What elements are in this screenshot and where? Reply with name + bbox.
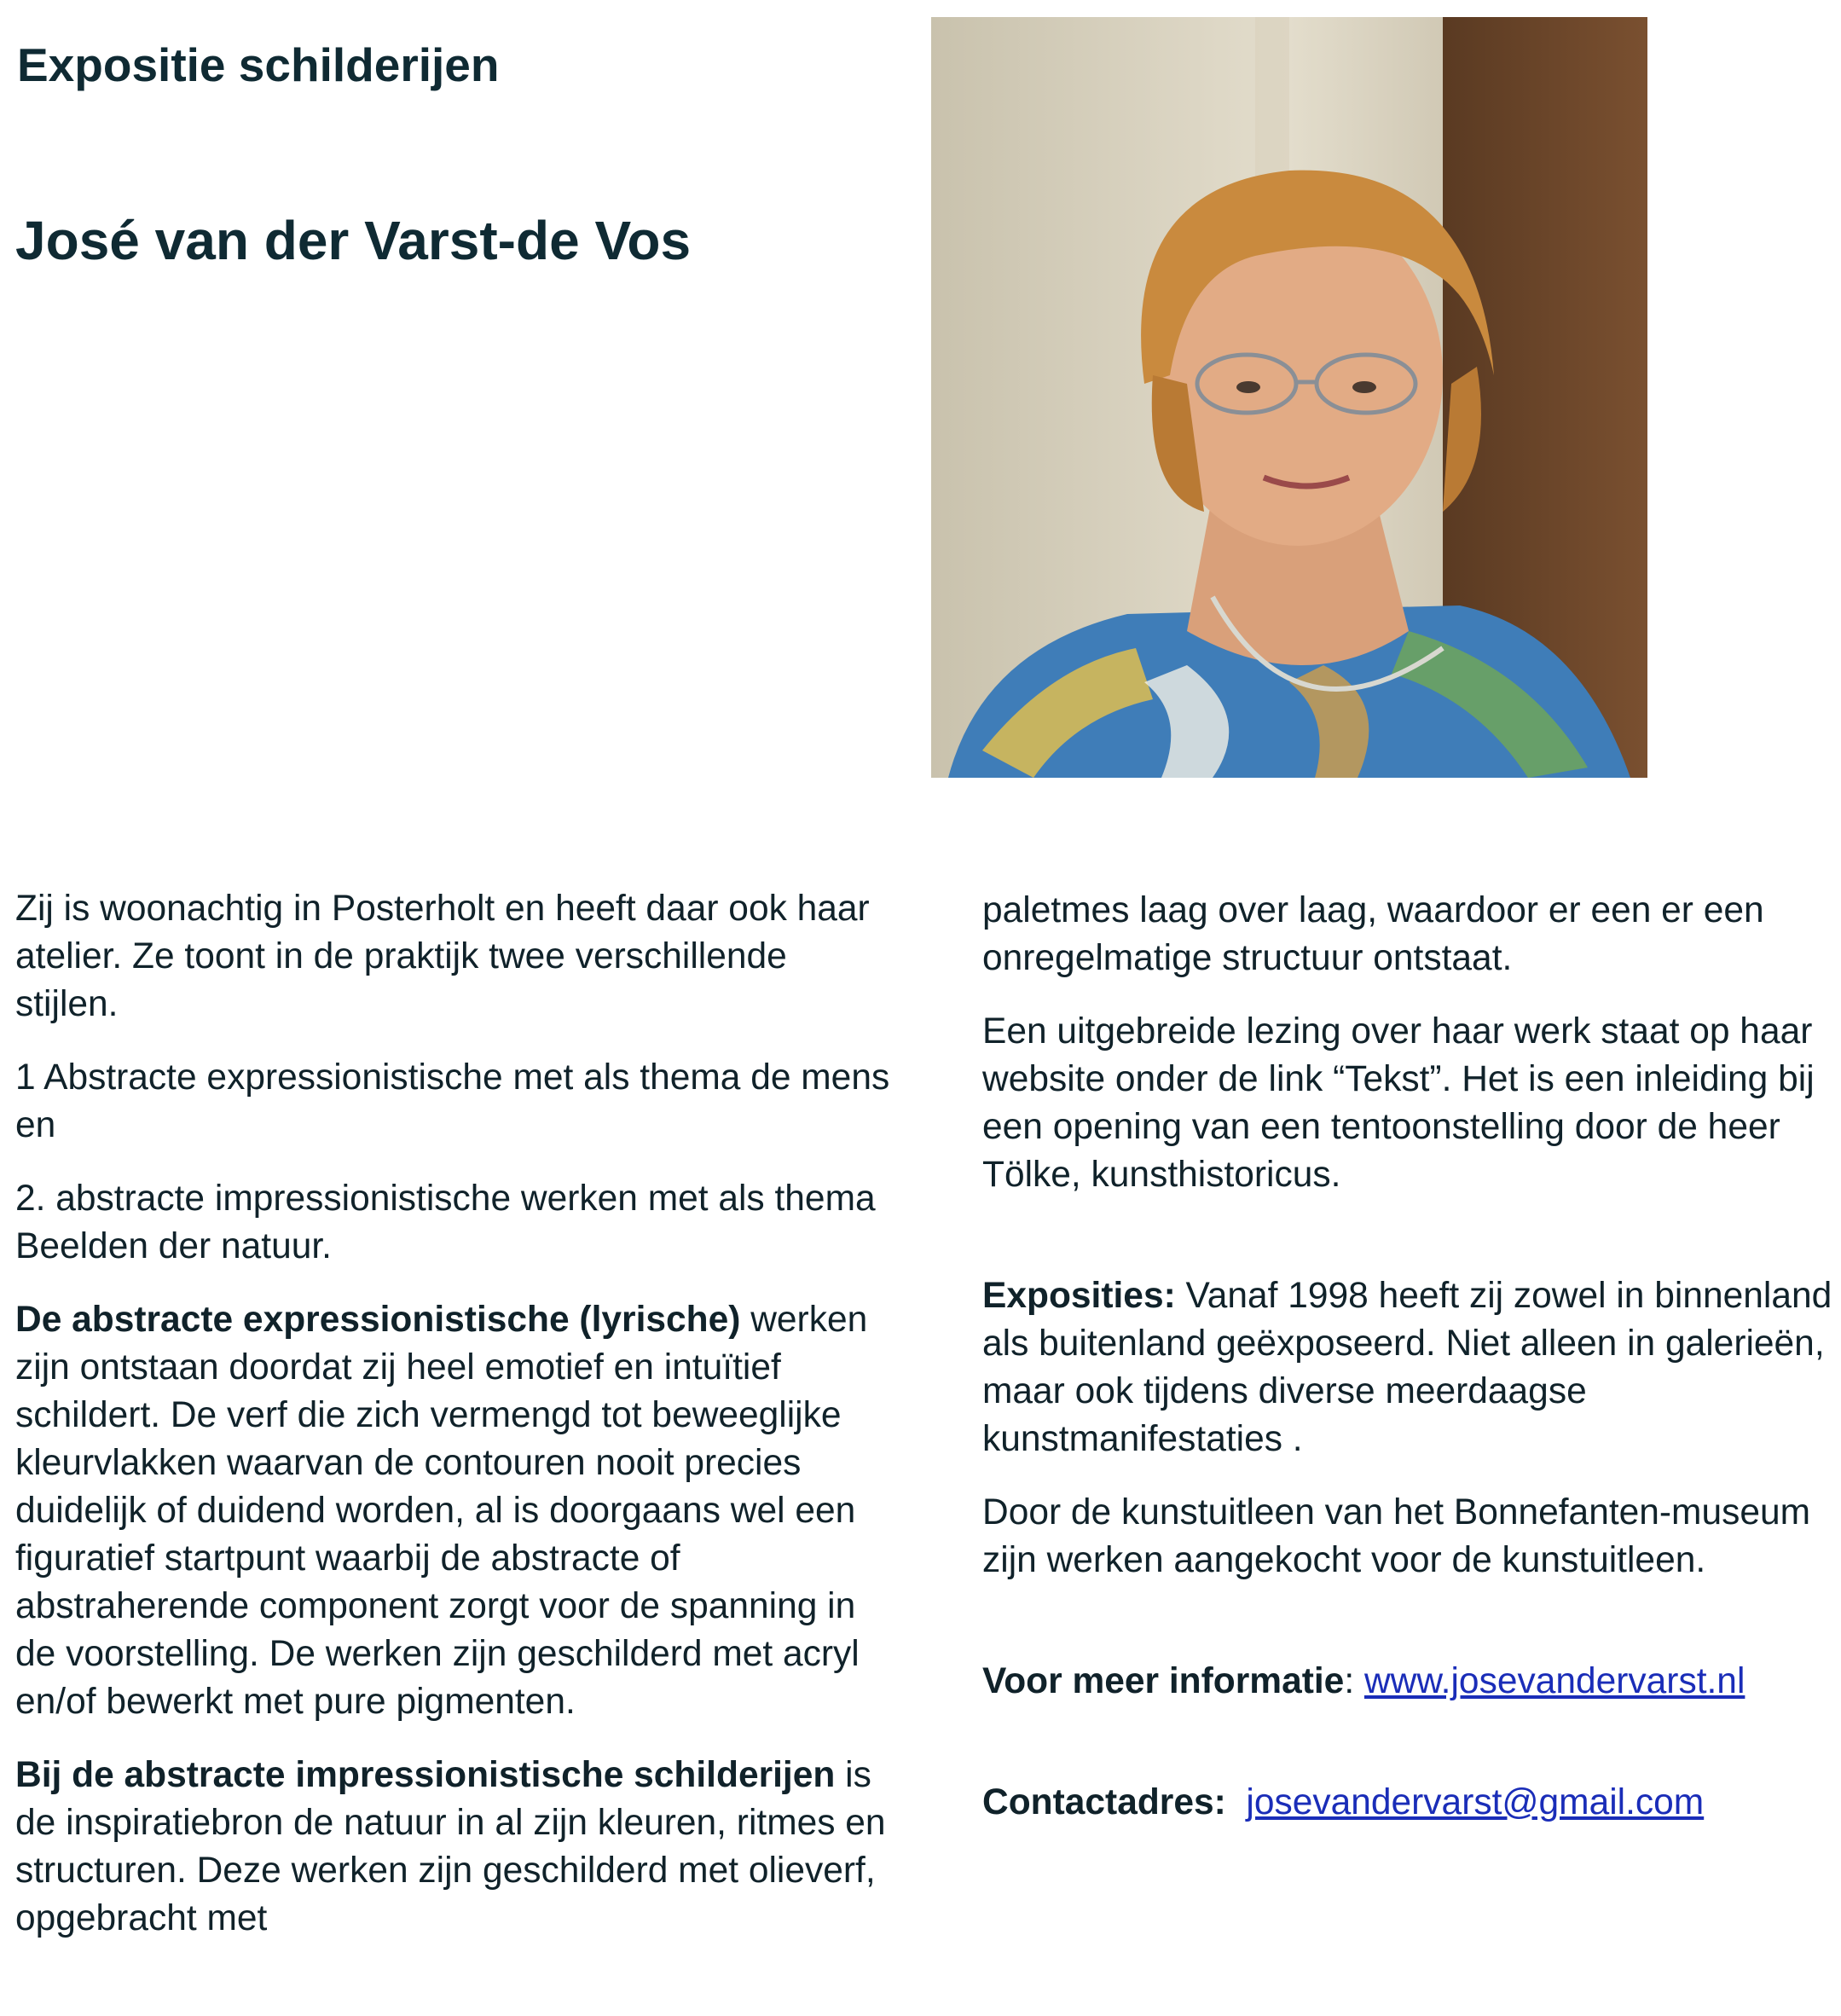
intro-paragraph: Zij is woonachtig in Posterholt en heeft daar ook haar atelier. Ze toont in de praktijk twee verschillende stijlen. xyxy=(15,889,870,1024)
impressionist-paragraph xyxy=(15,1752,894,1943)
contact-gap xyxy=(1226,1782,1247,1822)
website-link[interactable]: www.josevandervarst.nl xyxy=(1363,1661,1745,1701)
impressionist-heading: Bij de abstracte impressionistische schilderijen xyxy=(15,1755,836,1795)
email-link[interactable]: josevandervarst@gmail.com xyxy=(1246,1782,1705,1822)
page-title: Expositie schilderijen xyxy=(17,38,500,91)
museum-paragraph: Door de kunstuitleen van het Bonnefanten-museum zijn werken aangekocht voor de kunstuitleen. xyxy=(982,1492,1811,1580)
lecture-paragraph: Een uitgebreide lezing over haar werk staat op haar website onder de link “Tekst”. Het is een inleiding bij een opening van een tentoonstelling door de heer Tölke, kunsthistoricus. xyxy=(982,1011,1815,1195)
style-one-paragraph: 1 Abstracte expressionistische met als thema de mens en xyxy=(15,1057,890,1145)
style-two-paragraph: 2. abstracte impressionistische werken met als thema Beelden der natuur. xyxy=(15,1179,876,1266)
impressionist-text: is de inspiratiebron de natuur in al zijn kleuren, ritmes en structuren. Deze werken zijn geschilderd met olieverf, opgebracht met xyxy=(15,1755,886,1938)
expressionist-text: werken zijn ontstaan doordat zij heel emotief en intuïtief schildert. De verf die zich vermengd tot beweeglijke kleurvlakken waarvan de contouren nooit precies duidelijk of duidend worden, al is doorgaans wel een figuratief startpunt waarbij de abstracte of abstraherende component zorgt voor de spanning in de voorstelling. De werken zijn geschilderd met acryl en/of bewerkt met pure pigmenten. xyxy=(15,1300,868,1722)
more-info-label: Voor meer informatie xyxy=(982,1661,1345,1701)
contact-label: Contactadres: xyxy=(982,1782,1226,1822)
portrait-photo-illustration xyxy=(931,17,1647,778)
exhibitions-paragraph xyxy=(982,1272,1835,1463)
artist-name: José van der Varst-de Vos xyxy=(15,210,692,271)
expressionist-heading: De abstracte expressionistische (lyrische) xyxy=(15,1300,741,1340)
right-column xyxy=(982,887,1835,1852)
contact-line xyxy=(982,1779,1835,1827)
exhibitions-text: Vanaf 1998 heeft zij zowel in binnenland als buitenland geëxposeerd. Niet alleen in galerieën, maar ook tijdens diverse meerdaagse kunstmanifestaties . xyxy=(982,1276,1832,1459)
portrait-photo xyxy=(931,17,1647,778)
left-column xyxy=(15,885,894,1968)
more-info-line xyxy=(982,1658,1835,1706)
technique-paragraph: paletmes laag over laag, waardoor er een er een onregelmatige structuur ontstaat. xyxy=(982,890,1764,978)
exhibitions-label: Exposities: xyxy=(982,1276,1176,1316)
expressionist-paragraph xyxy=(15,1296,894,1726)
more-info-colon: : xyxy=(1344,1661,1364,1701)
